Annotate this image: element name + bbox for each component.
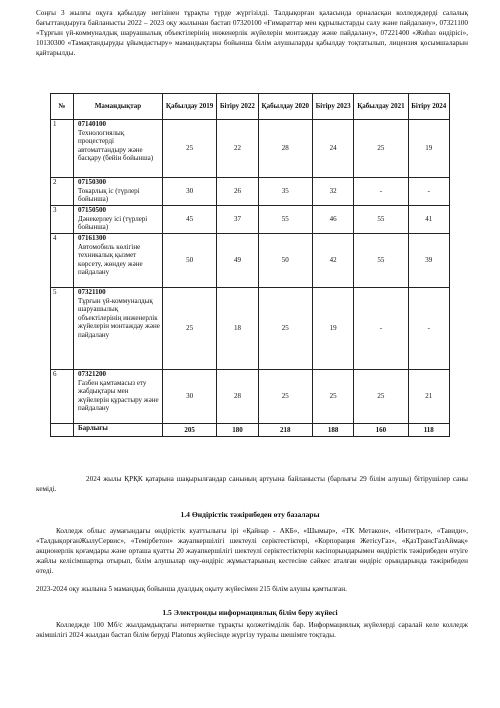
specialty-code: 07140100 [78,120,106,128]
specialty-cell [74,120,163,178]
header-admission-2019: Қабылдау 2019 [163,94,217,120]
table-row [51,370,450,424]
specialty-code: 07150300 [78,178,106,186]
row-number: 4 [51,234,74,288]
header-admission-2020: Қабылдау 2020 [258,94,312,120]
specialty-name: Тұрғын үй-коммуналдық шаруашылық объектілерінің инженерлік жүйелерін монтаждау және пайдалану [78,296,160,339]
specialty-code: 07321200 [78,370,106,378]
totals-row [51,424,450,437]
table-row [51,206,450,234]
value-cell: 25 [163,120,217,178]
value-cell: 25 [163,288,217,370]
specialty-code: 07321100 [78,288,106,296]
specialty-cell [74,178,163,206]
total-cell: 188 [312,424,353,437]
header-graduation-2022: Бітіру 2022 [217,94,258,120]
value-cell: 25 [258,370,312,424]
intro-paragraph: Соңғы 3 жылғы оқуға қабылдау негізінен тұрақты түрде жүргізілді. Талдықорған қаласында орналасқан колледждерді салалық бағыттандыруға байланысты 2022 – 2023 оқу жылынан бастап 07320100 «Ғимараттар мен құрылыстарды салу және пайдалану», 07321100 «Тұрғын үй-коммуналдық шаруашылық объектілерінің инженерлік жүйелерін монтаждау және пайдалану», 07221400 «Жиһаз өндірісі», 10130300 «Тамақтандыруды ұйымдастыру» мамандықтары бойынша білім алушыларды қабылдау тоқтатылып, лицензия қосымшаларын қайтарылды. [36,9,468,57]
header-graduation-2023: Бітіру 2023 [312,94,353,120]
value-cell: 32 [312,178,353,206]
header-graduation-2024: Бітіру 2024 [408,94,449,120]
value-cell: 41 [408,206,449,234]
specialty-cell [74,288,163,370]
value-cell: - [408,178,449,206]
total-cell: 160 [354,424,408,437]
value-cell: 55 [258,206,312,234]
value-cell: 18 [217,288,258,370]
section-1-4-paragraph-1: Колледж облыс аумағындағы өндірістік куаттылығы ірі «Қайнар - АКБ», «Шымыр», «ТК Метакон», «Интеграл», «Тавиди», «ТалдықорғанЖылуСервис», «Темірбетон» жауапкершілігі шектеулі серіктестіктері, «Корпорация ЖетісуГаз», «ҚазТрансГазАймақ» акционерлік қоғамдары және орташа қуатты 20 жауапкершілігі шектеулі серіктестіктерін кәсіпорындарымен өндірістік тәжірибеден өтуіге жайлы келісімшартқа отырып, білім алушылар оқу-өндіріс жұмыстарының кестесіне сәйкес аталған өндіріс орындарында тәжірибеден өтеді. [36,527,468,575]
total-cell: 218 [258,424,312,437]
totals-label: Барлығы [74,424,163,437]
total-cell: 180 [217,424,258,437]
row-number: 5 [51,288,74,370]
value-cell: 19 [312,288,353,370]
header-number: № [51,94,74,120]
value-cell: - [408,288,449,370]
row-number [51,424,74,437]
value-cell: - [354,288,408,370]
value-cell: 19 [408,120,449,178]
specialty-cell [74,206,163,234]
value-cell: 26 [217,178,258,206]
row-number: 6 [51,370,74,424]
value-cell: 49 [217,234,258,288]
table-row [51,178,450,206]
value-cell: 46 [312,206,353,234]
specialty-code: 07150500 [78,206,106,214]
row-number: 2 [51,178,74,206]
section-1-4-paragraph-2: 2023-2024 оқу жылына 5 мамандық бойынша дуалдық оқыту жүйесімен 215 білім алушы қамтылған. [36,585,347,593]
table-row [51,120,450,178]
value-cell: 28 [217,370,258,424]
value-cell: 21 [408,370,449,424]
admission-graduation-table [50,93,450,437]
specialty-code: 07161300 [78,234,106,242]
value-cell: - [354,178,408,206]
table-row [51,288,450,370]
value-cell: 22 [217,120,258,178]
value-cell: 42 [312,234,353,288]
value-cell: 50 [258,234,312,288]
section-1-5-paragraph-1: Колледжде 100 Мб/с жылдамдықтағы интернетке тұрақты қолжетімділік бар. Информациялық жүйелерді саралай келе колледж әкімшілігі 2024 жылдан бастап білім беруді Platonus жүйесінде жүргізу туралы шешімге тоқтады. [36,621,468,639]
specialty-cell [74,370,163,424]
after-table-paragraph: 2024 жылы ҚРҚК қатарына шақырылғандар санының артуына байланысты (барлығы 29 білім алушы) бітірушілер саны кеміді. [36,475,468,493]
value-cell: 25 [258,288,312,370]
value-cell: 24 [312,120,353,178]
row-number: 3 [51,206,74,234]
value-cell: 50 [163,234,217,288]
value-cell: 25 [312,370,353,424]
row-number: 1 [51,120,74,178]
value-cell: 28 [258,120,312,178]
header-specialty: Мамандықтар [74,94,163,120]
specialty-cell [74,234,163,288]
value-cell: 25 [354,370,408,424]
value-cell: 35 [258,178,312,206]
total-cell: 205 [163,424,217,437]
specialty-name: Автомобиль көлігіне техникалық қызмет көрсету, жөндеу және пайдалану [78,242,143,277]
specialty-name: Дәнекерлеу ісі (түрлері бойынша) [78,214,148,232]
section-1-5-heading: 1.5 Электронды информациялық білім беру жүйесі [162,608,338,617]
value-cell: 30 [163,370,217,424]
value-cell: 37 [217,206,258,234]
value-cell: 39 [408,234,449,288]
specialty-name: Газбен қамтамасыз ету жабдықтары мен жүйелерін құрастыру және пайдалану [78,378,159,413]
table-row [51,234,450,288]
header-admission-2021: Қабылдау 2021 [354,94,408,120]
value-cell: 55 [354,234,408,288]
value-cell: 25 [354,120,408,178]
table-header-row [51,94,450,120]
total-cell: 118 [408,424,449,437]
specialty-name: Технологиялық процестерді автоматтандыру және басқару (бейін бойынша) [78,128,154,163]
section-1-4-heading: 1.4 Өндірістік тәжірибеден өту базалары [180,510,320,519]
specialty-name: Токарлық іс (түрлері бойынша) [78,186,140,204]
value-cell: 55 [354,206,408,234]
value-cell: 45 [163,206,217,234]
value-cell: 30 [163,178,217,206]
